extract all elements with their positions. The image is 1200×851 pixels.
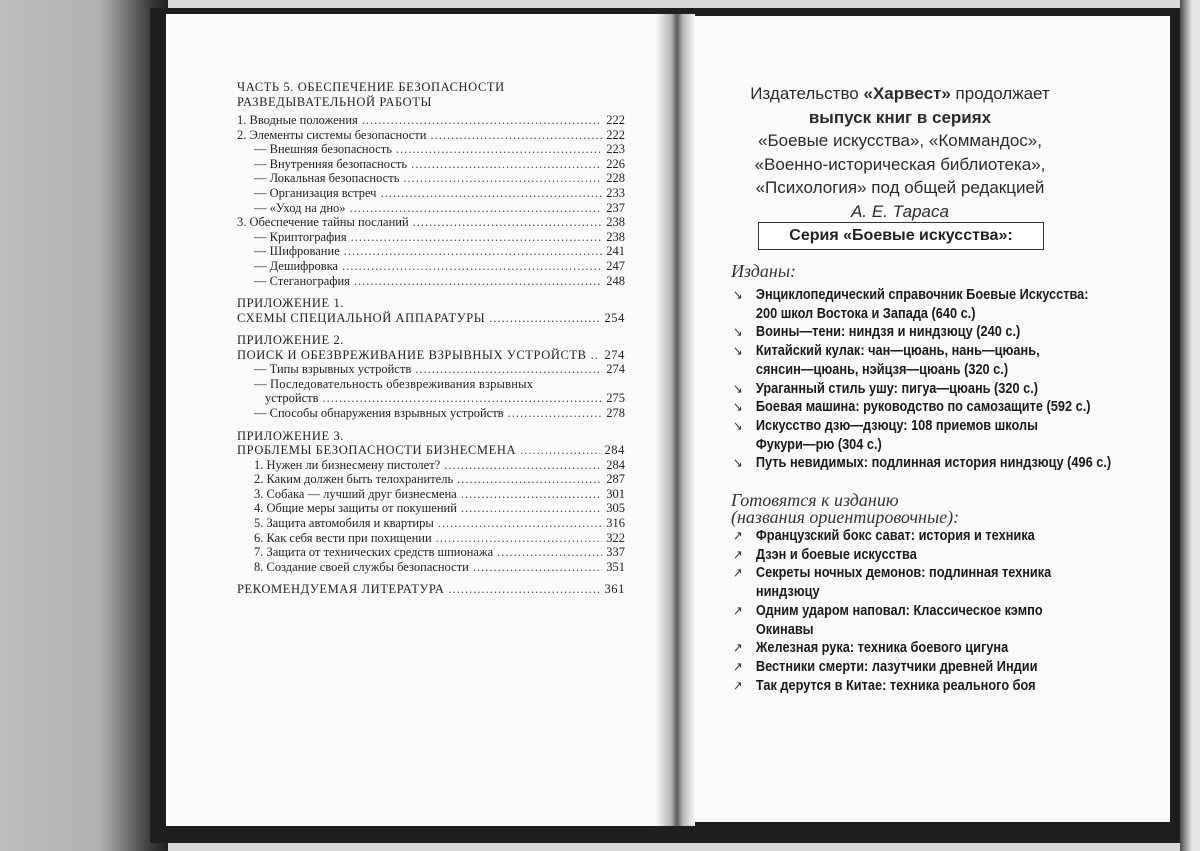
intro-line3: «Боевые искусства», «Коммандос», bbox=[758, 131, 1042, 150]
list-item-continuation: Окинавы bbox=[755, 621, 814, 638]
toc-row: СХЕМЫ СПЕЦИАЛЬНОЙ АППАРАТУРЫ ..... 254 bbox=[237, 311, 625, 326]
list-item: ↗ Железная рука: техника боевого цигуна bbox=[733, 640, 1009, 657]
toc-row: 1. Нужен ли бизнесмену пистолет? ..... 284 bbox=[237, 458, 625, 473]
published-heading: Изданы: bbox=[731, 261, 797, 281]
arrow-down-right-icon: ↘ bbox=[733, 455, 743, 471]
toc-row: 3. Обеспечение тайны посланий ..... 238 bbox=[237, 215, 625, 230]
list-item: ↗ Французский бокс сават: история и техника bbox=[733, 528, 1035, 544]
list-item: ↗ Секреты ночных демонов: подлинная техника bbox=[733, 565, 1052, 582]
appendix1-label: ПРИЛОЖЕНИЕ 1. bbox=[237, 296, 345, 311]
list-item: ↘ Путь невидимых: подлинная история ниндзюцу (496 с.) bbox=[733, 455, 1112, 472]
table-of-contents bbox=[237, 80, 625, 597]
toc-row-line1: — Последовательность обезвреживания взрывных bbox=[254, 376, 534, 391]
list-item: ↘ Воины—тени: ниндзя и ниндзюцу (240 с.) bbox=[733, 324, 1021, 341]
appendix2-label: ПРИЛОЖЕНИЕ 2. bbox=[237, 333, 345, 348]
toc-row: 8. Создание своей службы безопасности ..... 351 bbox=[237, 560, 625, 575]
background-left bbox=[0, 0, 168, 851]
arrow-down-right-icon: ↘ bbox=[733, 343, 743, 359]
arrow-down-right-icon: ↘ bbox=[733, 287, 743, 302]
upcoming-heading-1: Готовятся к изданию bbox=[731, 490, 899, 510]
list-item-continuation: Фукури—рю (304 с.) bbox=[755, 436, 882, 453]
arrow-up-right-icon: ↗ bbox=[733, 602, 743, 618]
toc-row: — Шифрование ..... 241 bbox=[237, 244, 625, 259]
toc-row: 3. Собака — лучший друг бизнесмена ..... 301 bbox=[237, 487, 625, 502]
part-title-line2: РАЗВЕДЫВАТЕЛЬНОЙ РАБОТЫ bbox=[237, 94, 433, 109]
toc-row: 4. Общие меры защиты от покушений ..... 305 bbox=[237, 501, 625, 516]
toc-row: РЕКОМЕНДУЕМАЯ ЛИТЕРАТУРА ..... 361 bbox=[237, 582, 625, 597]
upcoming-list bbox=[733, 527, 1133, 695]
toc-row: 2. Каким должен быть телохранитель ..... 287 bbox=[237, 472, 625, 487]
arrow-down-right-icon: ↘ bbox=[733, 380, 743, 396]
arrow-down-right-icon: ↘ bbox=[733, 399, 743, 415]
list-item: ↘ Китайский кулак: чан—цюань, нань—цюань, bbox=[733, 343, 1040, 360]
toc-row: ПРОБЛЕМЫ БЕЗОПАСНОСТИ БИЗНЕСМЕНА ..... 284 bbox=[237, 443, 625, 458]
toc-row: — Внешняя безопасность ..... 223 bbox=[237, 142, 625, 157]
intro-line5: «Психология» под общей редакцией bbox=[755, 178, 1045, 197]
appendix3-label: ПРИЛОЖЕНИЕ 3. bbox=[237, 428, 345, 443]
list-item: ↘ Ураганный стиль ушу: пигуа—цюань (320 с.) bbox=[733, 380, 1039, 397]
toc-row: — «Уход на дно» ..... 237 bbox=[237, 201, 625, 216]
arrow-up-right-icon: ↗ bbox=[733, 546, 743, 562]
toc-row: — Криптография ..... 238 bbox=[237, 230, 625, 245]
list-item-continuation: ниндзюцу bbox=[755, 584, 820, 601]
publisher-intro: Издательство «Харвест» продолжает выпуск книг в сериях «Боевые искусства», «Коммандос», «Военно-историческая библиотека», «Психология» под общей редакцией А. Е. Тараса bbox=[690, 82, 1110, 223]
toc-row: 7. Защита от технических средств шпионажа ..... 337 bbox=[237, 545, 625, 560]
toc-row: устройств ..... 275 bbox=[237, 391, 625, 406]
toc-row: — Стеганография ..... 248 bbox=[237, 274, 625, 289]
series-title-box: Серия «Боевые искусства»: bbox=[758, 222, 1044, 250]
list-item: ↘ Искусство дзю—дзюцу: 108 приемов школы bbox=[733, 417, 1038, 434]
toc-row: — Локальная безопасность ..... 228 bbox=[237, 171, 625, 186]
editor-name: А. Е. Тараса bbox=[851, 201, 949, 221]
list-item: ↗ Дзэн и боевые искусства bbox=[733, 546, 917, 563]
list-item: ↘ Боевая машина: руководство по самозащите (592 с.) bbox=[733, 399, 1091, 416]
arrow-up-right-icon: ↗ bbox=[733, 640, 743, 656]
toc-row: — Организация встреч ..... 233 bbox=[237, 186, 625, 201]
published-list bbox=[733, 286, 1133, 473]
list-item: ↘ Энциклопедический справочник Боевые Искусства: bbox=[733, 287, 1089, 303]
book-gutter bbox=[655, 14, 695, 826]
part-title-line1: ЧАСТЬ 5. ОБЕСПЕЧЕНИЕ БЕЗОПАСНОСТИ bbox=[237, 80, 505, 94]
upcoming-heading-2: (названия ориентировочные): bbox=[731, 507, 960, 527]
intro-line4: «Военно-историческая библиотека», bbox=[754, 154, 1046, 174]
list-item: ↗ Так дерутся в Китае: техника реального боя bbox=[733, 677, 1036, 694]
list-item: ↗ Одним ударом наповал: Классическое кэмпо bbox=[733, 602, 1043, 619]
toc-row: — Способы обнаружения взрывных устройств ..... 278 bbox=[237, 406, 625, 421]
toc-row: 6. Как себя вести при похищении ..... 322 bbox=[237, 531, 625, 546]
toc-row: — Внутренняя безопасность ..... 226 bbox=[237, 157, 625, 172]
toc-row: 1. Вводные положения ..... 222 bbox=[237, 113, 625, 128]
toc-row: 5. Защита автомобиля и квартиры ..... 316 bbox=[237, 516, 625, 531]
background-right bbox=[1180, 0, 1200, 851]
toc-row: — Типы взрывных устройств ..... 274 bbox=[237, 362, 625, 377]
list-item: ↗ Вестники смерти: лазутчики древней Индии bbox=[733, 658, 1038, 675]
toc-row: 2. Элементы системы безопасности ..... 222 bbox=[237, 128, 625, 143]
arrow-up-right-icon: ↗ bbox=[733, 658, 743, 674]
arrow-up-right-icon: ↗ bbox=[733, 677, 743, 693]
arrow-up-right-icon: ↗ bbox=[733, 528, 743, 543]
list-item-continuation: сянсин—цюань, нэйцзя—цюань (320 с.) bbox=[755, 361, 1009, 378]
arrow-down-right-icon: ↘ bbox=[733, 417, 743, 433]
arrow-down-right-icon: ↘ bbox=[733, 324, 743, 340]
toc-row: — Дешифровка ..... 247 bbox=[237, 259, 625, 274]
list-item-continuation: 200 школ Востока и Запада (640 с.) bbox=[755, 305, 976, 322]
toc-row: ПОИСК И ОБЕЗВРЕЖИВАНИЕ ВЗРЫВНЫХ УСТРОЙСТВ ..... 274 bbox=[237, 348, 625, 363]
arrow-up-right-icon: ↗ bbox=[733, 565, 743, 581]
intro-line2: выпуск книг в сериях bbox=[808, 107, 992, 127]
